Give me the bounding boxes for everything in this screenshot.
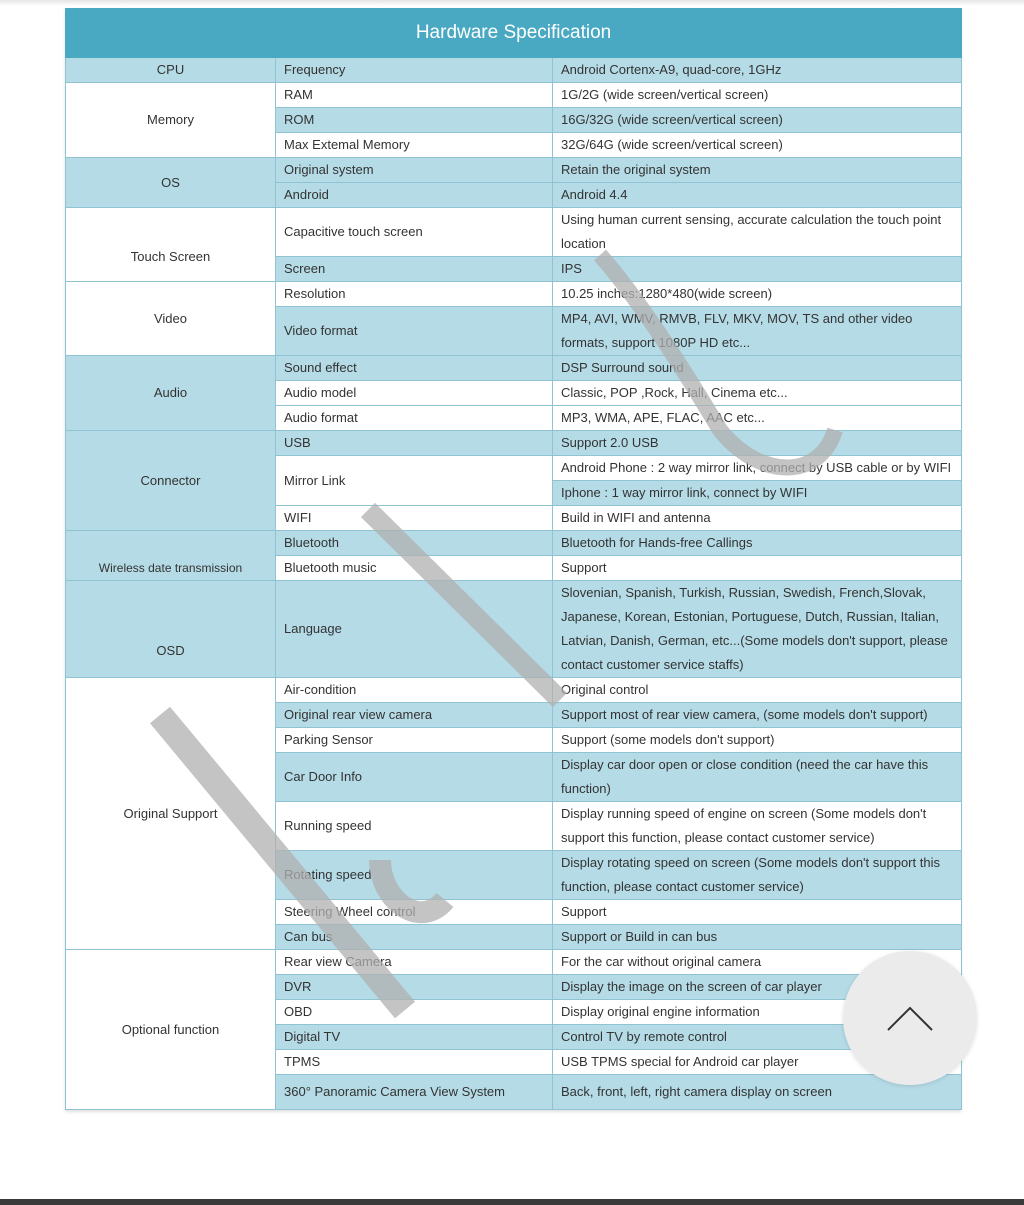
item-value: 32G/64G (wide screen/vertical screen)	[553, 133, 962, 158]
hardware-spec-table	[65, 8, 962, 1110]
item-value: Android Phone : 2 way mirror link, connect by USB cable or by WIFI	[553, 456, 962, 481]
item-value: Android 4.4	[553, 183, 962, 208]
item-value: Support	[553, 556, 962, 581]
title-row	[66, 9, 962, 58]
item-value: Display original engine information	[553, 1000, 962, 1025]
category-optional-function: Optional function	[66, 950, 276, 1110]
table-row	[66, 531, 962, 556]
category-touch-screen: Touch Screen	[66, 208, 276, 282]
item-label: Audio model	[276, 381, 553, 406]
item-label: Audio format	[276, 406, 553, 431]
category-original-support: Original Support	[66, 678, 276, 950]
table-row	[66, 581, 962, 678]
item-label: RAM	[276, 83, 553, 108]
item-label: Running speed	[276, 802, 553, 851]
item-label: Language	[276, 581, 553, 678]
spec-sheet	[65, 8, 961, 1110]
item-label: Original rear view camera	[276, 703, 553, 728]
item-label: Sound effect	[276, 356, 553, 381]
item-label: WIFI	[276, 506, 553, 531]
chevron-up-icon	[886, 1004, 934, 1032]
item-value: Android Cortenx-A9, quad-core, 1GHz	[553, 58, 962, 83]
table-row	[66, 678, 962, 703]
table-row	[66, 83, 962, 108]
item-value: Display rotating speed on screen (Some models don't support this function, please contact customer service)	[553, 851, 962, 900]
category-audio: Audio	[66, 356, 276, 431]
table-row	[66, 58, 962, 83]
item-value: Display car door open or close condition (need the car have this function)	[553, 753, 962, 802]
table-row	[66, 431, 962, 456]
item-value: For the car without original camera	[553, 950, 962, 975]
category-wireless: Wireless date transmission	[66, 531, 276, 581]
item-value: Support most of rear view camera, (some models don't support)	[553, 703, 962, 728]
table-title: Hardware Specification	[66, 9, 962, 58]
item-value: Iphone : 1 way mirror link, connect by WIFI	[553, 481, 962, 506]
item-label: OBD	[276, 1000, 553, 1025]
item-value: Retain the original system	[553, 158, 962, 183]
item-label: Android	[276, 183, 553, 208]
table-row	[66, 282, 962, 307]
item-value: USB TPMS special for Android car player	[553, 1050, 962, 1075]
category-cpu: CPU	[66, 58, 276, 83]
item-label: ROM	[276, 108, 553, 133]
item-label: Original system	[276, 158, 553, 183]
item-label: Video format	[276, 307, 553, 356]
item-label: Bluetooth	[276, 531, 553, 556]
category-video: Video	[66, 282, 276, 356]
item-label: Can bus	[276, 925, 553, 950]
item-value: 10.25 inches:1280*480(wide screen)	[553, 282, 962, 307]
item-label: Steering Wheel control	[276, 900, 553, 925]
item-value: Slovenian, Spanish, Turkish, Russian, Swedish, French,Slovak, Japanese, Korean, Estonian, Portuguese, Dutch, Russian, Italian, Latvian, Danish, German, etc...(Some models don't support, please contact customer service staffs)	[553, 581, 962, 678]
item-label: Screen	[276, 257, 553, 282]
item-value: Support (some models don't support)	[553, 728, 962, 753]
item-label: USB	[276, 431, 553, 456]
item-label: Rotating speed	[276, 851, 553, 900]
top-shadow	[0, 0, 1024, 6]
category-memory: Memory	[66, 83, 276, 158]
item-value: Using human current sensing, accurate calculation the touch point location	[553, 208, 962, 257]
item-value: IPS	[553, 257, 962, 282]
item-value: Classic, POP ,Rock, Hall, Cinema etc...	[553, 381, 962, 406]
item-label: 360° Panoramic Camera View System	[276, 1075, 553, 1110]
item-label: Parking Sensor	[276, 728, 553, 753]
table-row	[66, 950, 962, 975]
item-label: Bluetooth music	[276, 556, 553, 581]
item-value: Original control	[553, 678, 962, 703]
item-label: Digital TV	[276, 1025, 553, 1050]
item-value: Display running speed of engine on screen (Some models don't support this function, please contact customer service)	[553, 802, 962, 851]
table-row	[66, 208, 962, 257]
item-label: Max Extemal Memory	[276, 133, 553, 158]
item-value: Build in WIFI and antenna	[553, 506, 962, 531]
item-value: Support 2.0 USB	[553, 431, 962, 456]
category-osd: OSD	[66, 581, 276, 678]
item-label: Frequency	[276, 58, 553, 83]
item-value: MP3, WMA, APE, FLAC, AAC etc...	[553, 406, 962, 431]
table-row	[66, 356, 962, 381]
category-os: OS	[66, 158, 276, 208]
item-label: Resolution	[276, 282, 553, 307]
item-value: Support or Build in can bus	[553, 925, 962, 950]
item-value: MP4, AVI, WMV, RMVB, FLV, MKV, MOV, TS and other video formats, support 1080P HD etc...	[553, 307, 962, 356]
category-connector: Connector	[66, 431, 276, 531]
item-value: Support	[553, 900, 962, 925]
item-label: TPMS	[276, 1050, 553, 1075]
table-row	[66, 158, 962, 183]
bottom-bar	[0, 1199, 1024, 1205]
item-label: Capacitive touch screen	[276, 208, 553, 257]
item-value: 16G/32G (wide screen/vertical screen)	[553, 108, 962, 133]
item-value: Bluetooth for Hands-free Callings	[553, 531, 962, 556]
item-label: Air-condition	[276, 678, 553, 703]
item-label: Mirror Link	[276, 456, 553, 506]
scroll-to-top-button[interactable]	[843, 951, 977, 1085]
item-label: Car Door Info	[276, 753, 553, 802]
item-value: 1G/2G (wide screen/vertical screen)	[553, 83, 962, 108]
item-value: DSP Surround sound	[553, 356, 962, 381]
item-value: Back, front, left, right camera display on screen	[553, 1075, 962, 1110]
item-label: Rear view Camera	[276, 950, 553, 975]
item-value: Display the image on the screen of car player	[553, 975, 962, 1000]
item-label: DVR	[276, 975, 553, 1000]
item-value: Control TV by remote control	[553, 1025, 962, 1050]
